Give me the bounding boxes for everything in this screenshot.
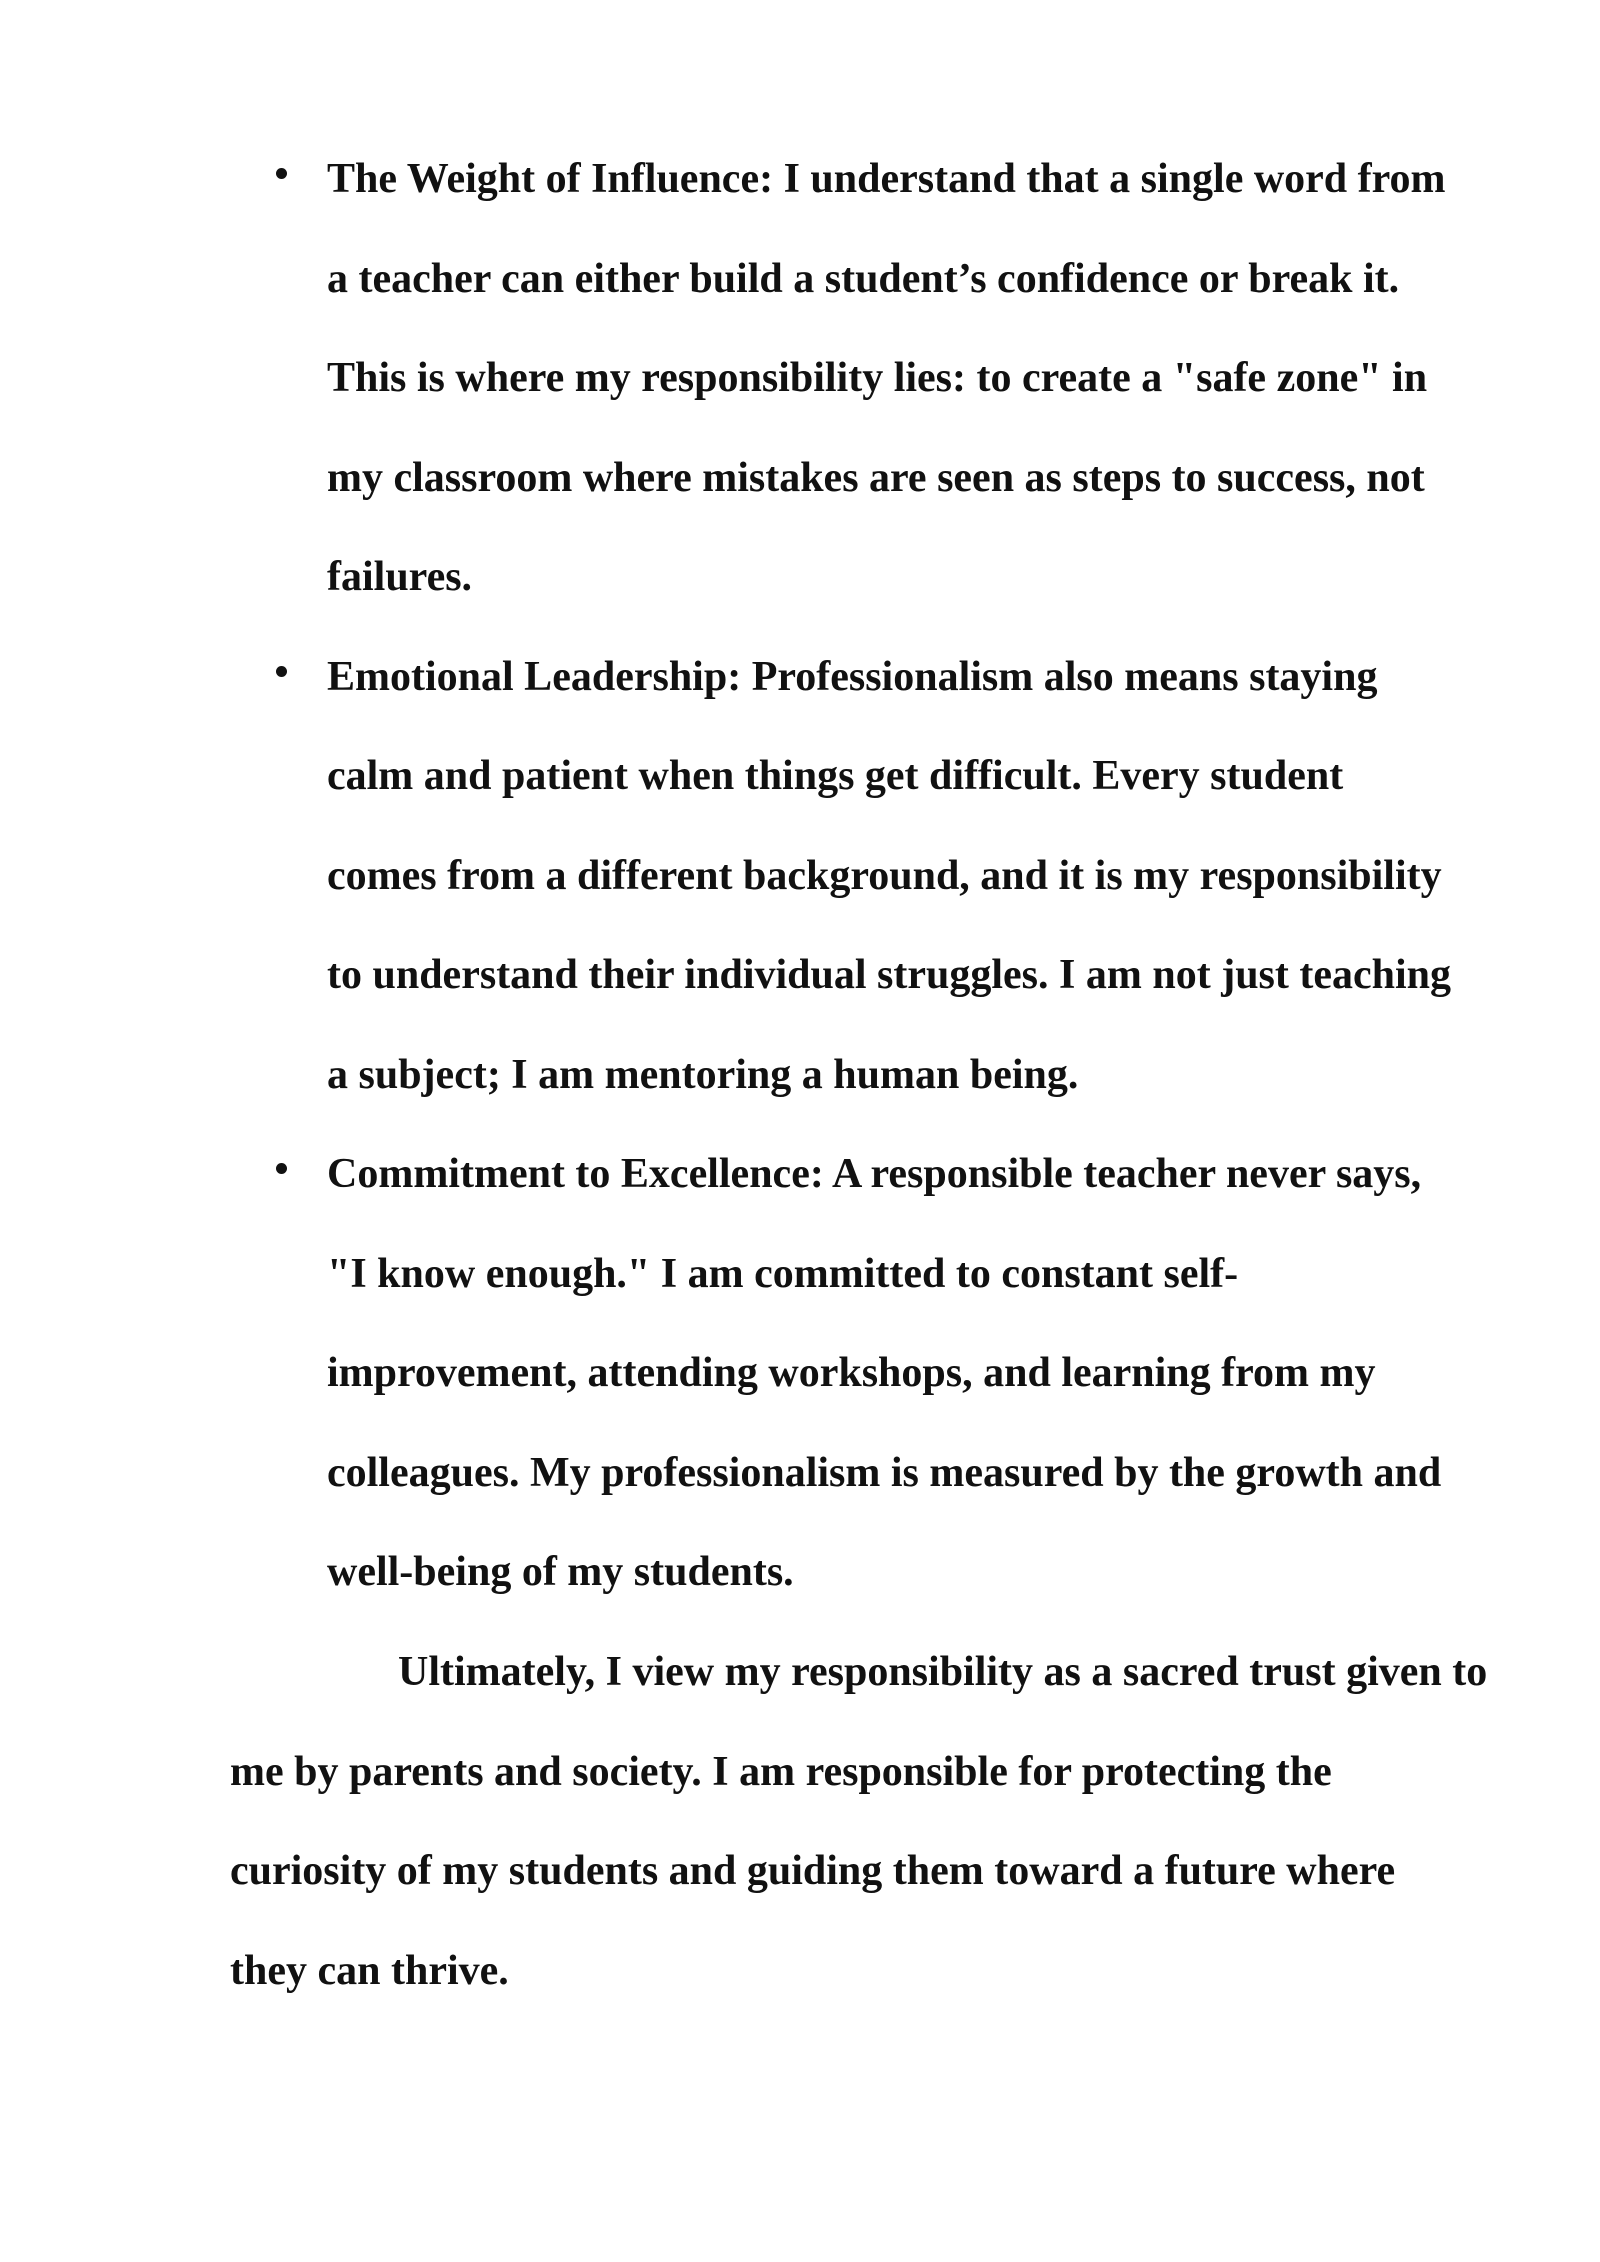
bullet-item-weight-of-influence (0, 130, 1600, 628)
bullet-list (0, 130, 1600, 1623)
bullet-text: The Weight of Influence: I understand that a single word from a teacher can either build a student’s confidence or break it. This is where my responsibility lies: to create a "safe zone" in my classroom where mistakes are seen as steps to success, not failures. (327, 156, 1446, 600)
bullet-text: Commitment to Excellence: A responsible teacher never says, "I know enough." I am committed to constant self- improvement, attending workshops, and learning from my colleagues. My professionalism is measured by the growth and well-being of my students. (327, 1151, 1442, 1595)
bullet-icon (276, 666, 287, 677)
bullet-item-emotional-leadership (0, 628, 1600, 1126)
bullet-text: Emotional Leadership: Professionalism also means staying calm and patient when things get difficult. Every student comes from a different background, and it is my responsibility to understand their individual struggles. I am not just teaching a subject; I am mentoring a human being. (327, 653, 1452, 1098)
bullet-item-commitment-to-excellence (0, 1125, 1600, 1623)
bullet-icon (276, 168, 287, 179)
closing-paragraph: Ultimately, I view my responsibility as a sacred trust given to me by parents and society. I am responsible for protecting the curiosity of my students and guiding them toward a future where they can thrive. (230, 1649, 1488, 1994)
bullet-icon (276, 1163, 287, 1174)
